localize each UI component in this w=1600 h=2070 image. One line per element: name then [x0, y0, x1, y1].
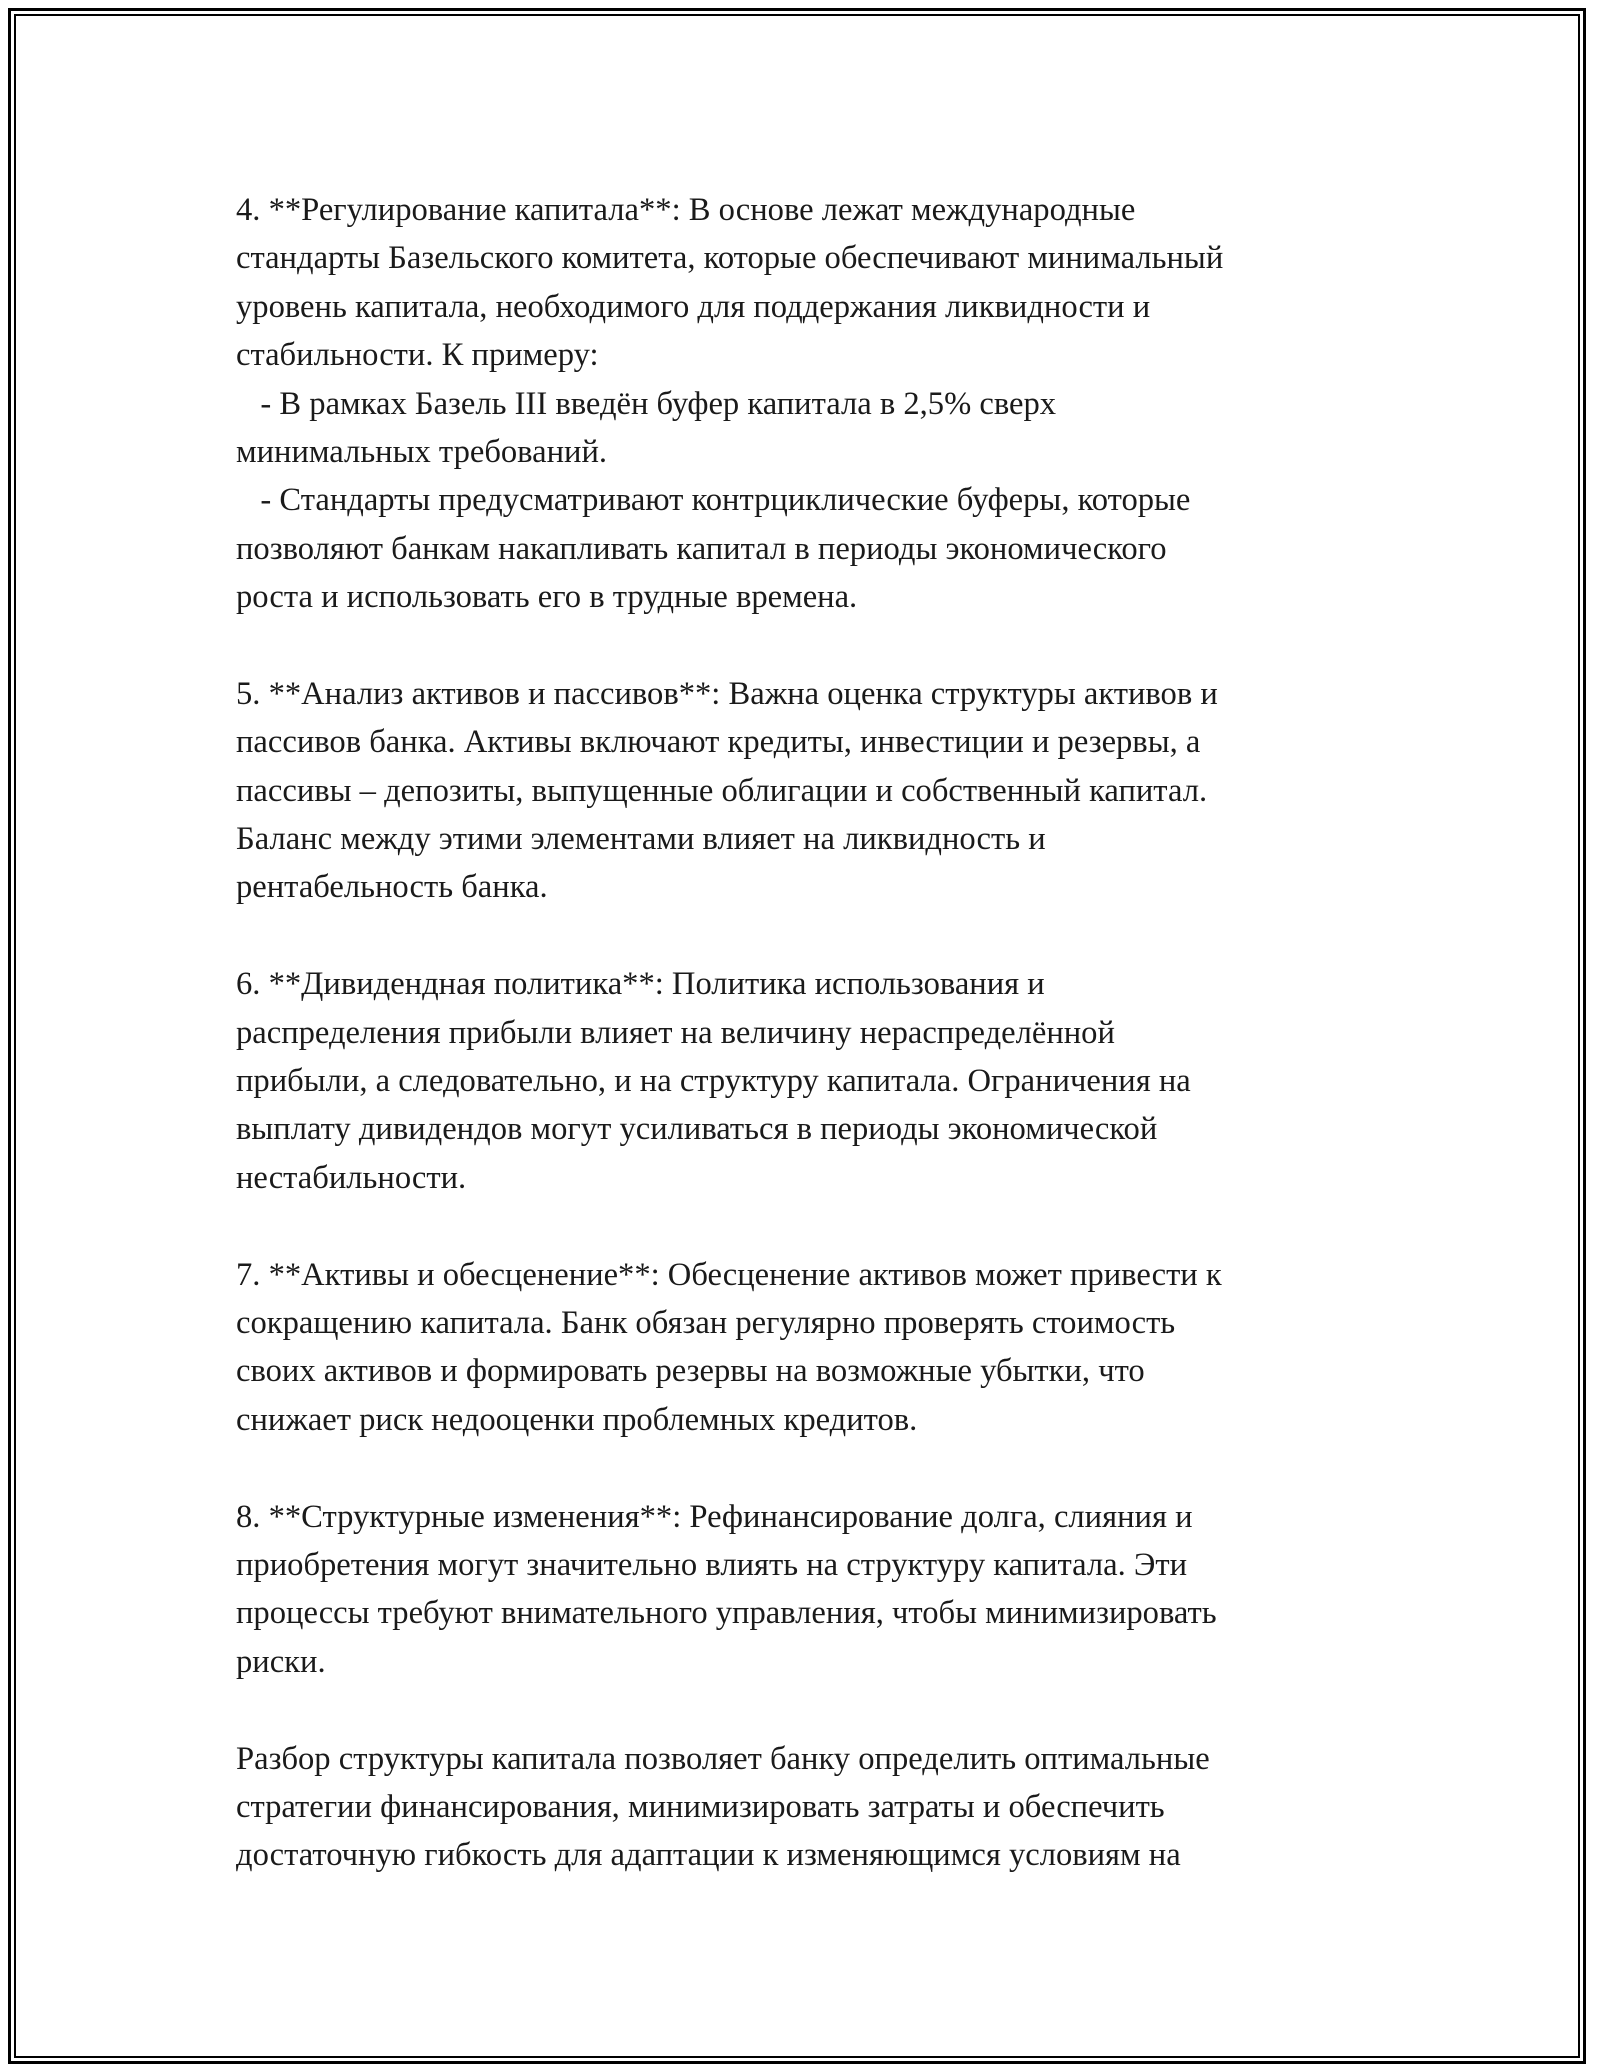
text-line: минимальных требований. — [236, 433, 608, 470]
text-line: 5. **Анализ активов и пассивов**: Важна оценка структуры активов и — [236, 675, 1218, 712]
text-line: 6. **Дивидендная политика**: Политика использования и — [236, 966, 1045, 1003]
paragraph-gap — [236, 1444, 1416, 1492]
text-line: риски. — [236, 1643, 326, 1680]
text-line: 8. **Структурные изменения**: Рефинансирование долга, слияния и — [236, 1498, 1193, 1535]
text-line: нестабильности. — [236, 1159, 467, 1196]
text-line: стратегии финансирования, минимизировать затраты и обеспечить — [236, 1788, 1165, 1825]
text-line: снижает риск недооценки проблемных кредитов. — [236, 1401, 918, 1438]
text-line: процессы требуют внимательного управления, чтобы минимизировать — [236, 1595, 1217, 1632]
text-line: роста и использовать его в трудные времена. — [236, 579, 858, 616]
text-line: сокращению капитала. Банк обязан регулярно проверять стоимость — [236, 1304, 1176, 1341]
document-body — [236, 186, 1416, 1880]
bullet-line: - Стандарты предусматривают контрциклические буферы, которые — [236, 482, 1191, 519]
text-line: стандарты Базельского комитета, которые обеспечивают минимальный — [236, 240, 1224, 277]
text-line: пассивов банка. Активы включают кредиты, инвестиции и резервы, а — [236, 724, 1201, 761]
list-item-8 — [236, 1493, 1416, 1687]
list-item-4 — [236, 186, 1416, 622]
text-line: 7. **Активы и обесценение**: Обесценение активов может привести к — [236, 1256, 1222, 1293]
list-item-5 — [236, 670, 1416, 912]
text-line: Разбор структуры капитала позволяет банку определить оптимальные — [236, 1740, 1210, 1777]
text-line: достаточную гибкость для адаптации к изменяющимся условиям на — [236, 1837, 1181, 1874]
text-line: уровень капитала, необходимого для поддержания ликвидности и — [236, 288, 1151, 325]
paragraph-gap — [236, 1202, 1416, 1250]
text-line: пассивы – депозиты, выпущенные облигации и собственный капитал. — [236, 772, 1208, 809]
closing-paragraph — [236, 1735, 1416, 1880]
text-line: 4. **Регулирование капитала**: В основе лежат международные — [236, 192, 1136, 228]
text-line: стабильности. К примеру: — [236, 337, 599, 374]
list-item-6 — [236, 960, 1416, 1202]
bullet-line: - В рамках Базель III введён буфер капитала в 2,5% сверх — [236, 385, 1057, 422]
text-line: выплату дивидендов могут усиливаться в периоды экономической — [236, 1111, 1158, 1148]
paragraph-gap — [236, 1686, 1416, 1734]
list-item-7 — [236, 1251, 1416, 1445]
paragraph-gap — [236, 912, 1416, 960]
text-line: позволяют банкам накапливать капитал в периоды экономического — [236, 530, 1167, 567]
text-line: Баланс между этими элементами влияет на ликвидность и — [236, 821, 1046, 858]
paragraph-gap — [236, 622, 1416, 670]
text-line: приобретения могут значительно влиять на структуру капитала. Эти — [236, 1546, 1188, 1583]
text-line: рентабельность банка. — [236, 869, 548, 906]
text-line: прибыли, а следовательно, и на структуру капитала. Ограничения на — [236, 1063, 1191, 1100]
text-line: своих активов и формировать резервы на возможные убытки, что — [236, 1353, 1145, 1390]
text-line: распределения прибыли влияет на величину нераспределённой — [236, 1014, 1115, 1051]
